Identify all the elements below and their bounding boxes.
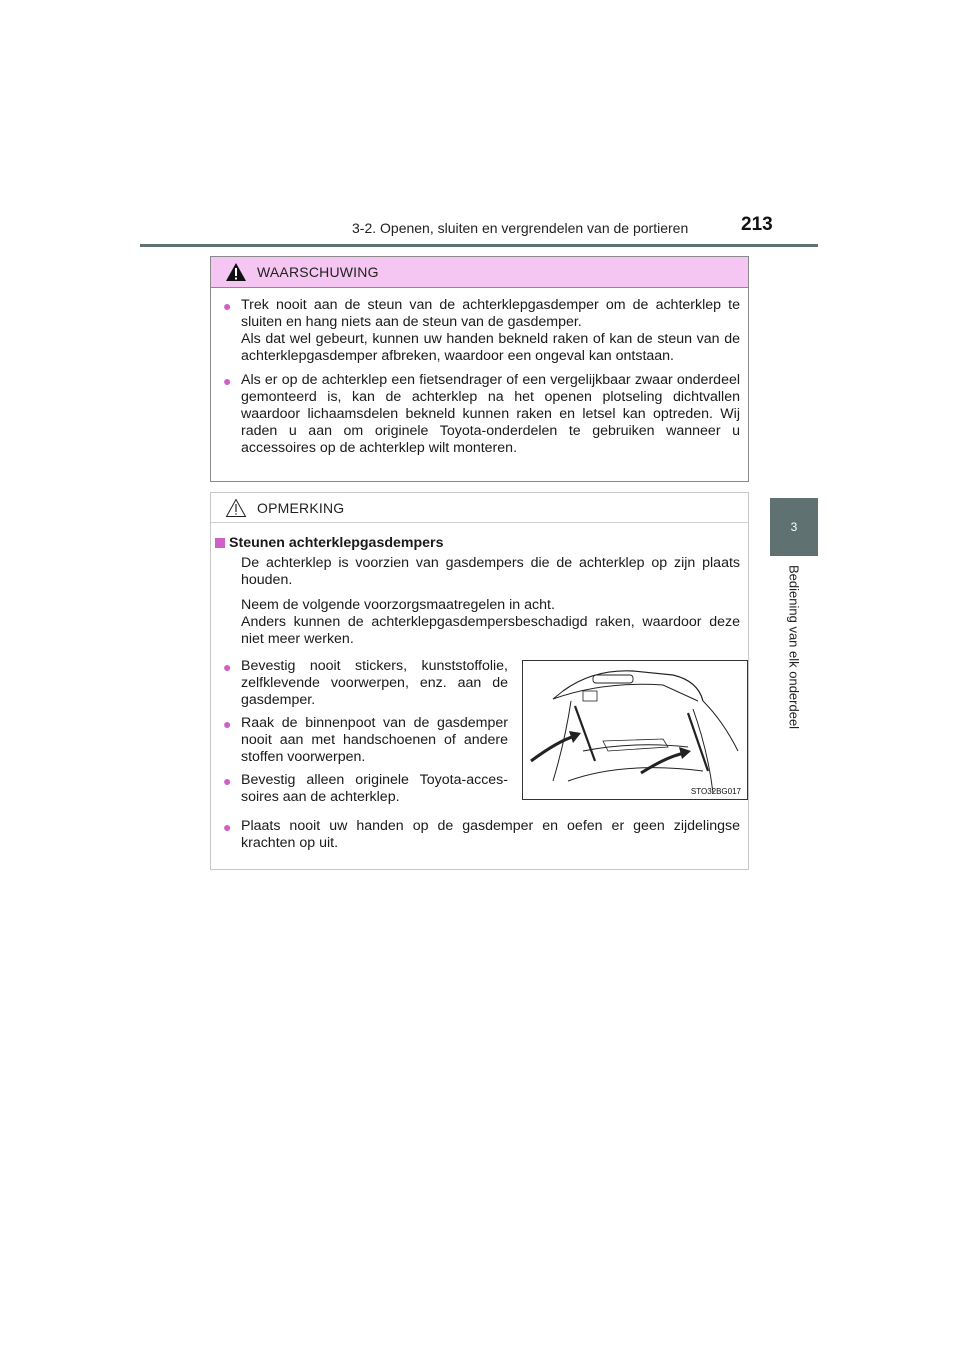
- caution-outline-triangle-icon: [225, 498, 247, 518]
- note-item: [211, 658, 520, 709]
- note-heading: OPMERKING: [257, 499, 345, 516]
- note-paragraph-text: Neem de volgende voorzorgsmaatregelen in acht.: [241, 597, 555, 613]
- chapter-label: [770, 565, 818, 765]
- warning-body: [211, 288, 748, 457]
- note-item: [211, 715, 520, 766]
- warning-item-text: Als dat wel gebeurt, kunnen uw handen bekneld raken of kan de steun van de achterklepgasdemper afbreken, waardoor een ongeval kan ontstaan.: [241, 331, 740, 364]
- note-header: [211, 493, 748, 523]
- warning-item-text: Als er op de achterklep een fietsendrager of een vergelijkbaar zwaar onderdeel gemonteerd is, kan de achterklep na het openen plotseling dichtvallen waardoor lichaamsdelen bekneld kunnen raken en letsel kan optreden. Wij raden u aan om originele Toyota-onderdelen te gebruiken wanneer u accessoires op de achterklep wilt monteren.: [241, 372, 740, 456]
- note-paragraph: [211, 597, 748, 648]
- note-item-text: Bevestig nooit stickers, kunststoffolie, zelfklevende voorwerpen, enz. aan de gasdemper.: [241, 658, 508, 708]
- warning-item-text: Trek nooit aan de steun van de achterklepgasdemper om de achterklep te sluiten en hang niets aan de steun van de gasdemper.: [241, 297, 740, 330]
- chapter-tab: [770, 498, 818, 556]
- warning-item: [211, 297, 748, 365]
- note-split: [211, 658, 748, 812]
- chapter-number: 3: [790, 520, 798, 534]
- tailgate-gas-damper-illustration: [522, 660, 748, 800]
- tailgate-drawing: [523, 661, 747, 799]
- warning-box: [210, 256, 749, 482]
- bullet-icon: ●: [223, 298, 232, 314]
- warning-item: [211, 372, 748, 457]
- note-item-text: Bevestig alleen originele Toyota-acces-soires aan de achterklep.: [241, 772, 508, 805]
- note-body: [211, 523, 748, 852]
- warning-header: [211, 257, 748, 288]
- chapter-label-text: Bediening van elk onderdeel: [786, 565, 802, 730]
- note-paragraph: [211, 555, 748, 589]
- square-bullet-icon: [215, 538, 225, 548]
- bullet-icon: ●: [223, 819, 232, 835]
- note-item-text: Raak de binnenpoot van de gasdemper nooit aan met handschoenen of andere stoffen voorwerpen.: [241, 715, 508, 765]
- note-item: [211, 772, 520, 806]
- page-number: 213: [741, 214, 773, 235]
- note-paragraph-text: Anders kunnen de achterklepgasdempersbeschadigd raken, waardoor deze niet meer werken.: [241, 614, 740, 647]
- header-rule: [140, 244, 818, 247]
- bullet-icon: ●: [223, 373, 232, 389]
- note-subheading: [211, 535, 748, 552]
- note-subheading-text: Steunen achterklepgasdempers: [229, 535, 444, 551]
- bullet-icon: ●: [223, 659, 232, 675]
- figure-code: STO32BG017: [690, 787, 741, 796]
- warning-heading: WAARSCHUWING: [257, 264, 379, 280]
- note-item: [211, 818, 748, 852]
- warning-triangle-icon: [225, 262, 247, 282]
- note-list: [211, 658, 520, 812]
- header-title: 3-2. Openen, sluiten en vergrendelen van de portieren: [352, 220, 689, 236]
- note-item-text: Plaats nooit uw handen op de gasdemper en oefen er geen zijdelingse krachten op uit.: [241, 818, 740, 851]
- note-box: [210, 492, 749, 870]
- bullet-icon: ●: [223, 773, 232, 789]
- note-paragraph-text: De achterklep is voorzien van gasdempers die de achterklep op zijn plaats houden.: [241, 555, 740, 588]
- bullet-icon: ●: [223, 716, 232, 732]
